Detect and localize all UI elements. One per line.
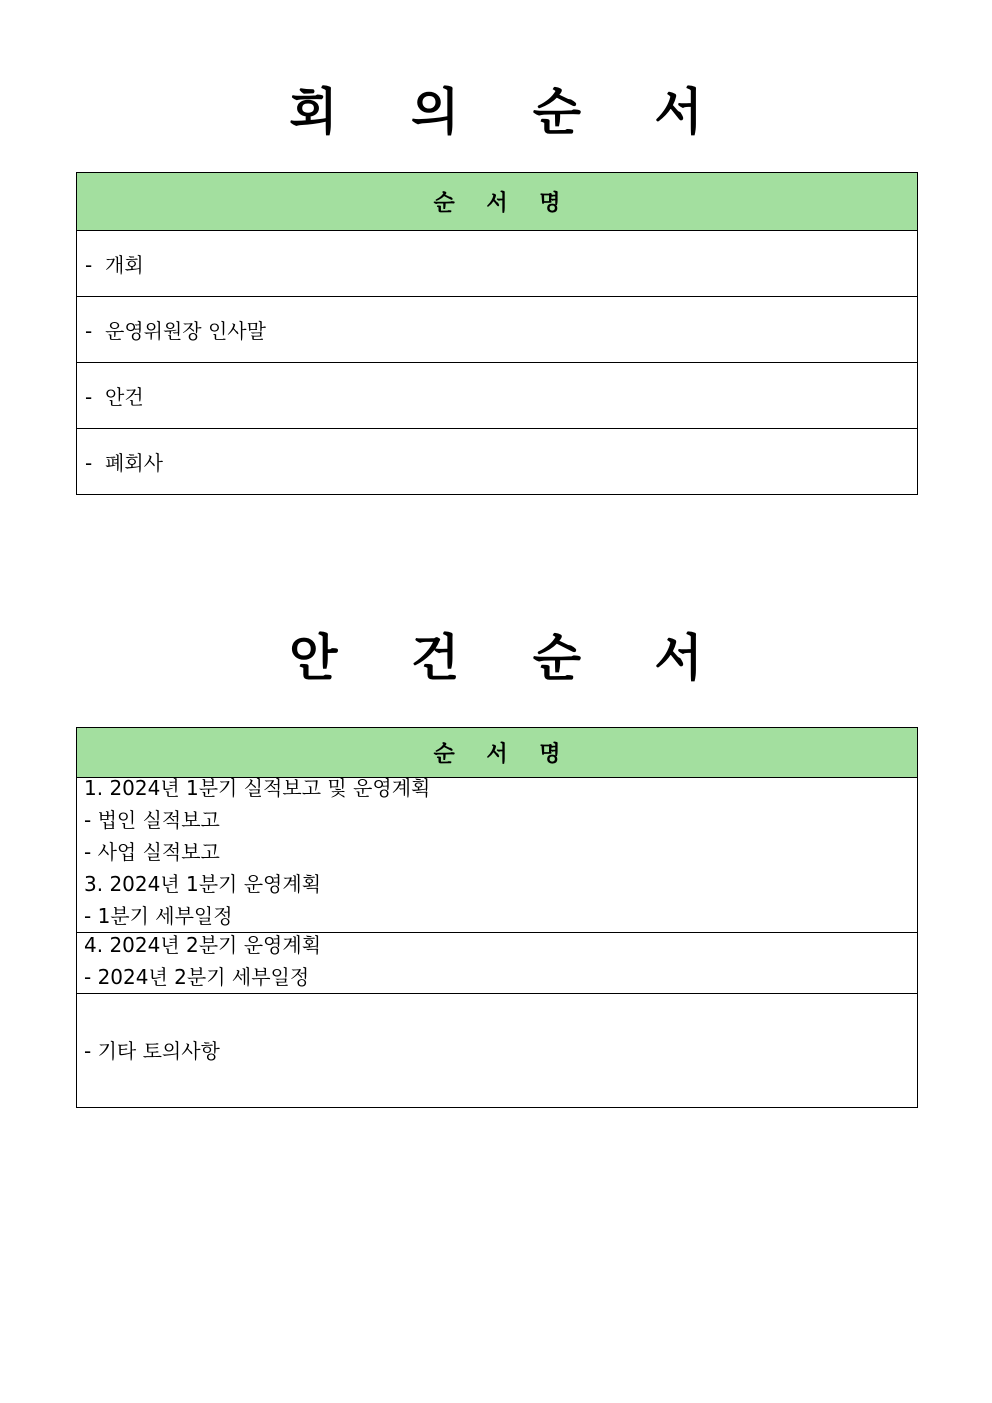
agenda-line: 4. 2024년 2분기 운영계획 xyxy=(84,933,322,957)
item-label: 운영위원장 인사말 xyxy=(105,319,266,343)
meeting-item-closing: - 폐회사 xyxy=(77,429,918,495)
table-row xyxy=(77,231,918,297)
table-row xyxy=(77,994,918,1108)
table-header-row xyxy=(77,173,918,231)
agenda-group-q2 xyxy=(77,933,918,994)
item-label: 개회 xyxy=(105,253,144,277)
agenda-order-title: 안 건 순 서 xyxy=(289,629,731,687)
meeting-item-agenda: - 안건 xyxy=(77,363,918,429)
table-header-row xyxy=(77,728,918,778)
table-row xyxy=(77,933,918,994)
agenda-line: - 1분기 세부일정 xyxy=(84,904,233,928)
table-row xyxy=(77,363,918,429)
table-header: 순 서 명 xyxy=(77,728,918,778)
item-label: 폐회사 xyxy=(105,451,163,475)
table-header: 순 서 명 xyxy=(77,173,918,231)
meeting-item-opening: - 개회 xyxy=(77,231,918,297)
meeting-order-title: 회 의 순 서 xyxy=(289,83,731,141)
agenda-line: - 법인 실적보고 xyxy=(84,808,220,832)
agenda-line: - 사업 실적보고 xyxy=(84,840,220,864)
agenda-order-table xyxy=(76,727,918,1108)
agenda-line: - 기타 토의사항 xyxy=(84,1038,220,1063)
agenda-group-other xyxy=(77,994,918,1108)
agenda-line: - 2024년 2분기 세부일정 xyxy=(84,965,310,989)
item-label: 안건 xyxy=(105,385,144,409)
meeting-item-greeting: - 운영위원장 인사말 xyxy=(77,297,918,363)
meeting-order-table xyxy=(76,172,918,495)
table-row xyxy=(77,429,918,495)
table-row xyxy=(77,297,918,363)
table-row xyxy=(77,778,918,933)
agenda-line: 1. 2024년 1분기 실적보고 및 운영계획 xyxy=(84,776,431,800)
agenda-group-q1 xyxy=(77,778,918,933)
agenda-line: 3. 2024년 1분기 운영계획 xyxy=(84,872,322,896)
